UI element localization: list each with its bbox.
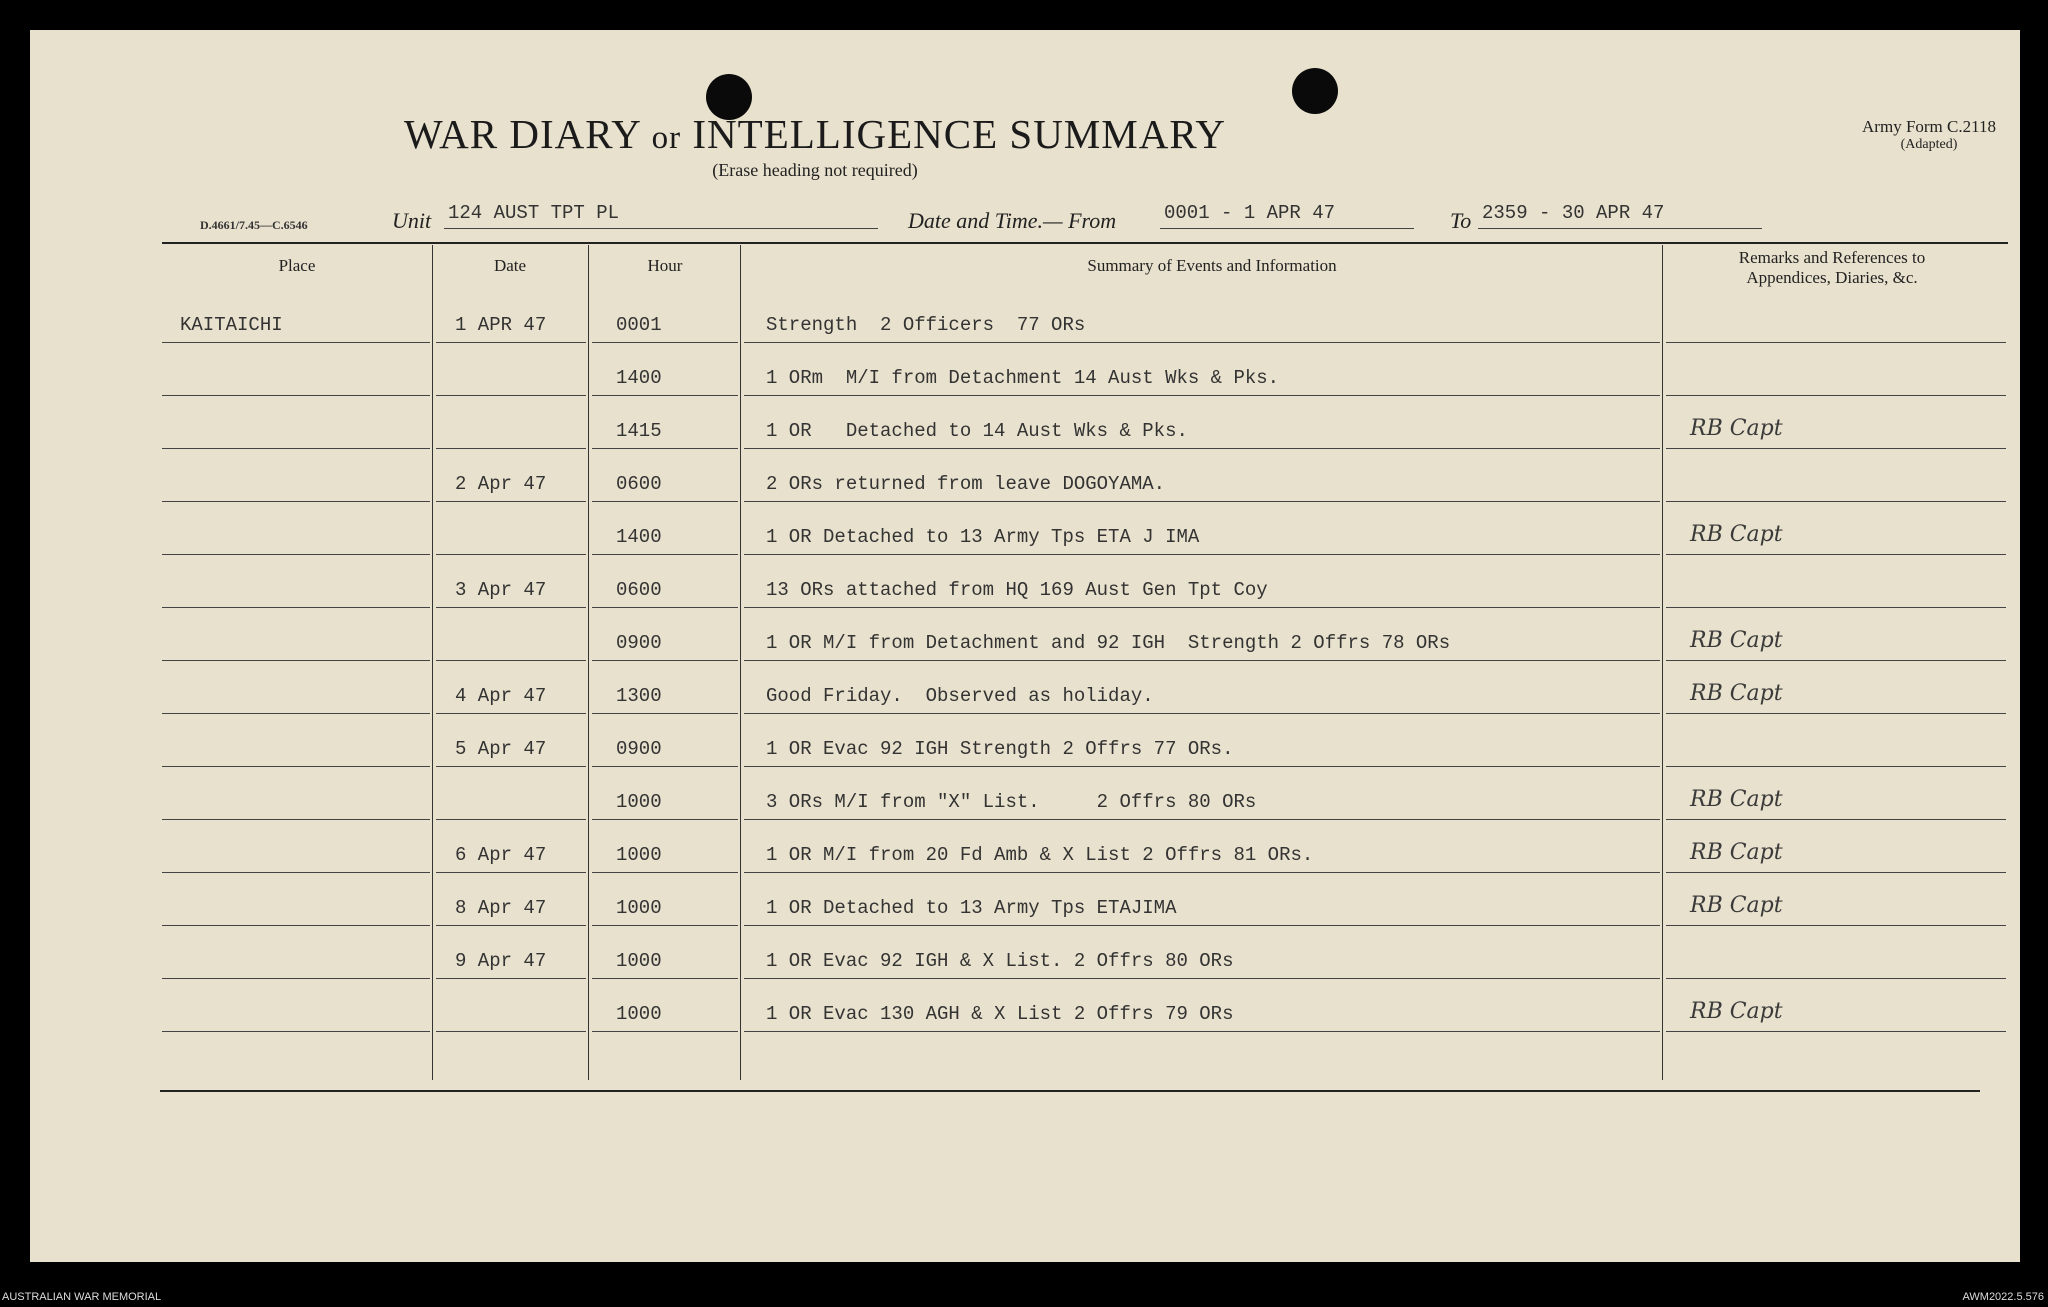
row-rule <box>162 713 430 714</box>
adapted-label: (Adapted) <box>1900 137 1958 152</box>
row-rule <box>162 554 430 555</box>
column-divider <box>588 245 589 1080</box>
remark-initials: RB Capt <box>1690 999 1783 1024</box>
row-rule <box>162 395 430 396</box>
row-rule <box>592 713 738 714</box>
row-rule <box>436 713 586 714</box>
entry-date: 6 Apr 47 <box>455 844 547 866</box>
row-rule <box>162 501 430 502</box>
title-part1: WAR DIARY <box>403 111 641 157</box>
entry-hour: 0600 <box>616 579 662 601</box>
row-rule <box>744 1031 1660 1032</box>
entry-hour: 1000 <box>616 897 662 919</box>
footer-reference: AWM2022.5.576 <box>1962 1291 2044 1303</box>
row-rule <box>592 925 738 926</box>
entry-summary: 3 ORs M/I from "X" List. 2 Offrs 80 ORs <box>766 791 1257 813</box>
row-rule <box>1666 395 2006 396</box>
title-or: or <box>651 120 682 156</box>
row-rule <box>744 660 1660 661</box>
row-rule <box>436 395 586 396</box>
remark-initials: RB Capt <box>1690 681 1783 706</box>
entry-date: 1 APR 47 <box>455 314 547 336</box>
unit-label: Unit <box>392 208 432 233</box>
row-rule <box>1666 342 2006 343</box>
entry-hour: 1000 <box>616 950 662 972</box>
entry-summary: Strength 2 Officers 77 ORs <box>766 314 1086 336</box>
row-rule <box>592 342 738 343</box>
column-divider <box>740 245 741 1080</box>
remark-initials: RB Capt <box>1690 522 1783 547</box>
row-rule <box>1666 872 2006 873</box>
entry-hour: 1300 <box>616 685 662 707</box>
row-rule <box>1666 660 2006 661</box>
row-rule <box>436 501 586 502</box>
row-rule <box>592 1031 738 1032</box>
row-rule <box>744 342 1660 343</box>
row-rule <box>592 448 738 449</box>
remark-initials: RB Capt <box>1690 893 1783 918</box>
row-rule <box>592 819 738 820</box>
row-rule <box>436 872 586 873</box>
row-rule <box>436 448 586 449</box>
remark-initials: RB Capt <box>1690 628 1783 653</box>
entry-summary: 1 OR Evac 130 AGH & X List 2 Offrs 79 ORs <box>766 1003 1234 1025</box>
entry-summary: 1 ORm M/I from Detachment 14 Aust Wks & Pks. <box>766 367 1280 389</box>
row-rule <box>436 925 586 926</box>
row-rule <box>744 395 1660 396</box>
remark-initials: RB Capt <box>1690 416 1783 441</box>
entry-summary: 1 OR Evac 92 IGH Strength 2 Offrs 77 ORs. <box>766 738 1234 760</box>
form-subtitle: (Erase heading not required) <box>712 160 918 180</box>
army-form-number <box>1862 118 1996 154</box>
row-rule <box>744 925 1660 926</box>
entry-summary: 1 OR Detached to 14 Aust Wks & Pks. <box>766 420 1188 442</box>
row-rule <box>162 1031 430 1032</box>
entry-summary: 1 OR M/I from 20 Fd Amb & X List 2 Offrs 81 ORs. <box>766 844 1314 866</box>
entry-summary: 1 OR Detached to 13 Army Tps ETA J IMA <box>766 526 1200 548</box>
diary-sheet <box>30 30 2020 1262</box>
row-rule <box>592 660 738 661</box>
row-rule <box>436 766 586 767</box>
entry-hour: 0600 <box>616 473 662 495</box>
entry-hour: 1000 <box>616 1003 662 1025</box>
column-header-hour: Hour <box>647 256 683 275</box>
row-rule <box>162 660 430 661</box>
row-rule <box>744 713 1660 714</box>
row-rule <box>1666 448 2006 449</box>
row-rule <box>1666 925 2006 926</box>
unit-value: 124 AUST TPT PL <box>444 202 878 229</box>
table-bottom-rule <box>160 1090 1980 1092</box>
row-rule <box>162 819 430 820</box>
entry-hour: 0900 <box>616 632 662 654</box>
row-rule <box>1666 713 2006 714</box>
row-rule <box>744 766 1660 767</box>
row-rule <box>162 342 430 343</box>
row-rule <box>1666 978 2006 979</box>
to-value: 2359 - 30 APR 47 <box>1478 202 1762 229</box>
entry-hour: 0001 <box>616 314 662 336</box>
column-header-place: Place <box>278 256 316 275</box>
row-rule <box>1666 501 2006 502</box>
entry-hour: 1000 <box>616 844 662 866</box>
entry-hour: 0900 <box>616 738 662 760</box>
row-rule <box>592 501 738 502</box>
row-rule <box>436 607 586 608</box>
form-code: D.4661/7.45—C.6546 <box>200 218 308 232</box>
row-rule <box>1666 819 2006 820</box>
row-rule <box>162 978 430 979</box>
entry-place: KAITAICHI <box>180 314 283 336</box>
row-rule <box>436 342 586 343</box>
row-rule <box>744 448 1660 449</box>
row-rule <box>744 872 1660 873</box>
entry-hour: 1000 <box>616 791 662 813</box>
entry-date: 2 Apr 47 <box>455 473 547 495</box>
punch-hole <box>1292 68 1338 114</box>
row-rule <box>744 978 1660 979</box>
entry-hour: 1400 <box>616 526 662 548</box>
form-title <box>0 110 1810 158</box>
row-rule <box>162 448 430 449</box>
row-rule <box>436 660 586 661</box>
row-rule <box>436 554 586 555</box>
row-rule <box>744 501 1660 502</box>
remark-initials: RB Capt <box>1690 840 1783 865</box>
row-rule <box>1666 554 2006 555</box>
entry-summary: 1 OR Evac 92 IGH & X List. 2 Offrs 80 ORs <box>766 950 1234 972</box>
entry-date: 8 Apr 47 <box>455 897 547 919</box>
entry-date: 3 Apr 47 <box>455 579 547 601</box>
title-part2: INTELLIGENCE SUMMARY <box>692 111 1227 157</box>
row-rule <box>436 978 586 979</box>
column-divider <box>432 245 433 1080</box>
remark-initials: RB Capt <box>1690 787 1783 812</box>
entry-hour: 1400 <box>616 367 662 389</box>
row-rule <box>162 607 430 608</box>
row-rule <box>592 978 738 979</box>
entry-summary: 2 ORs returned from leave DOGOYAMA. <box>766 473 1166 495</box>
entry-date: 4 Apr 47 <box>455 685 547 707</box>
row-rule <box>1666 1031 2006 1032</box>
from-value: 0001 - 1 APR 47 <box>1160 202 1414 229</box>
row-rule <box>1666 766 2006 767</box>
column-divider <box>1662 245 1663 1080</box>
to-label: To <box>1450 208 1472 233</box>
column-header-summary: Summary of Events and Information <box>1087 256 1337 275</box>
row-rule <box>744 607 1660 608</box>
row-rule <box>436 1031 586 1032</box>
row-rule <box>592 607 738 608</box>
row-rule <box>592 554 738 555</box>
row-rule <box>162 766 430 767</box>
remarks-header-line2: Appendices, Diaries, &c. <box>1746 268 1918 287</box>
entry-date: 9 Apr 47 <box>455 950 547 972</box>
footer-credit: AUSTRALIAN WAR MEMORIAL <box>2 1291 162 1303</box>
datetime-label: Date and Time.— From <box>908 208 1117 233</box>
entry-summary: 1 OR Detached to 13 Army Tps ETAJIMA <box>766 897 1177 919</box>
row-rule <box>592 766 738 767</box>
army-form-label: Army Form C.2118 <box>1862 117 1996 136</box>
column-header-date: Date <box>493 256 527 275</box>
column-header-remarks <box>1662 248 2002 288</box>
row-rule <box>162 925 430 926</box>
row-rule <box>162 872 430 873</box>
row-rule <box>592 395 738 396</box>
row-rule <box>744 819 1660 820</box>
row-rule <box>744 554 1660 555</box>
remarks-header-line1: Remarks and References to <box>1738 248 1926 267</box>
header-rule <box>162 242 2008 244</box>
entry-summary: Good Friday. Observed as holiday. <box>766 685 1154 707</box>
entry-summary: 1 OR M/I from Detachment and 92 IGH Strength 2 Offrs 78 ORs <box>766 632 1451 654</box>
entry-summary: 13 ORs attached from HQ 169 Aust Gen Tpt Coy <box>766 579 1268 601</box>
row-rule <box>1666 607 2006 608</box>
row-rule <box>436 819 586 820</box>
entry-hour: 1415 <box>616 420 662 442</box>
entry-date: 5 Apr 47 <box>455 738 547 760</box>
row-rule <box>592 872 738 873</box>
